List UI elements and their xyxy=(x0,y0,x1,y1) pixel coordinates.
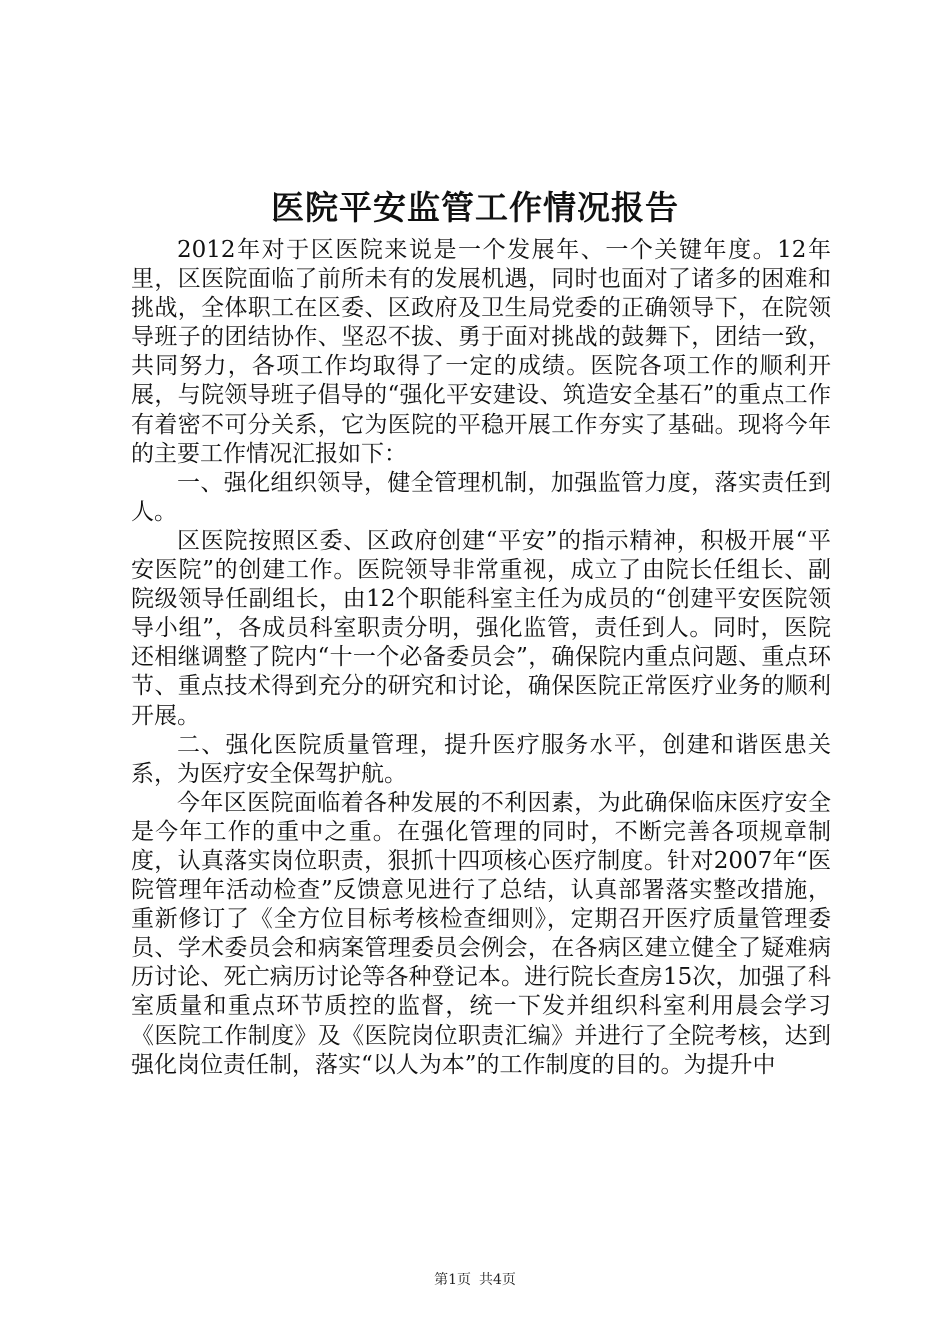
section-heading-2: 二、强化医院质量管理，提升医疗服务水平，创建和谐医患关系，为医疗安全保驾护航。 xyxy=(131,731,831,787)
paragraph-intro: 2012年对于区医院来说是一个发展年、一个关键年度。12年里，区医院面临了前所未有的发展机遇，同时也面对了诸多的困难和挑战，全体职工在区委、区政府及卫生局党委的正确领导下，在院领导班子的团结协作、坚忍不拔、勇于面对挑战的鼓舞下，团结一致，共同努力，各项工作均取得了一定的成绩。医院各项工作的顺利开展，与院领导班子倡导的“强化平安建设、筑造安全基石”的重点工作有着密不可分关系，它为医院的平稳开展工作夯实了基础。现将今年的主要工作情况汇报如下： xyxy=(131,237,831,467)
page-total: 共4页 xyxy=(479,1272,516,1288)
document-title: 医院平安监管工作情况报告 xyxy=(271,188,679,227)
page-number: 第1页 xyxy=(434,1272,471,1288)
page-footer xyxy=(0,1270,950,1290)
paragraph-section-2: 今年区医院面临着各种发展的不利因素，为此确保临床医疗安全是今年工作的重中之重。在强化管理的同时，不断完善各项规章制度，认真落实岗位职责，狠抓十四项核心医疗制度。针对2007年“医院管理年活动检查”反馈意见进行了总结，认真部署落实整改措施，重新修订了《全方位目标考核检查细则》，定期召开医疗质量管理委员、学术委员会和病案管理委员会例会，在各病区建立健全了疑难病历讨论、死亡病历讨论等各种登记本。进行院长查房15次，加强了科室质量和重点环节质控的监督，统一下发并组织科室利用晨会学习《医院工作制度》及《医院岗位职责汇编》并进行了全院考核，达到强化岗位责任制，落实“以人为本”的工作制度的目的。为提升中 xyxy=(131,789,831,1078)
document-body xyxy=(131,236,831,1080)
section-heading-1: 一、强化组织领导，健全管理机制，加强监管力度，落实责任到人。 xyxy=(131,469,831,525)
paragraph-section-1: 区医院按照区委、区政府创建“平安”的指示精神，积极开展“平安医院”的创建工作。医院领导非常重视，成立了由院长任组长、副院级领导任副组长，由12个职能科室主任为成员的“创建平安医院领导小组”，各成员科室职责分明，强化监管，责任到人。同时，医院还相继调整了院内“十一个必备委员会”，确保院内重点问题、重点环节、重点技术得到充分的研究和讨论，确保医院正常医疗业务的顺利开展。 xyxy=(131,527,831,729)
